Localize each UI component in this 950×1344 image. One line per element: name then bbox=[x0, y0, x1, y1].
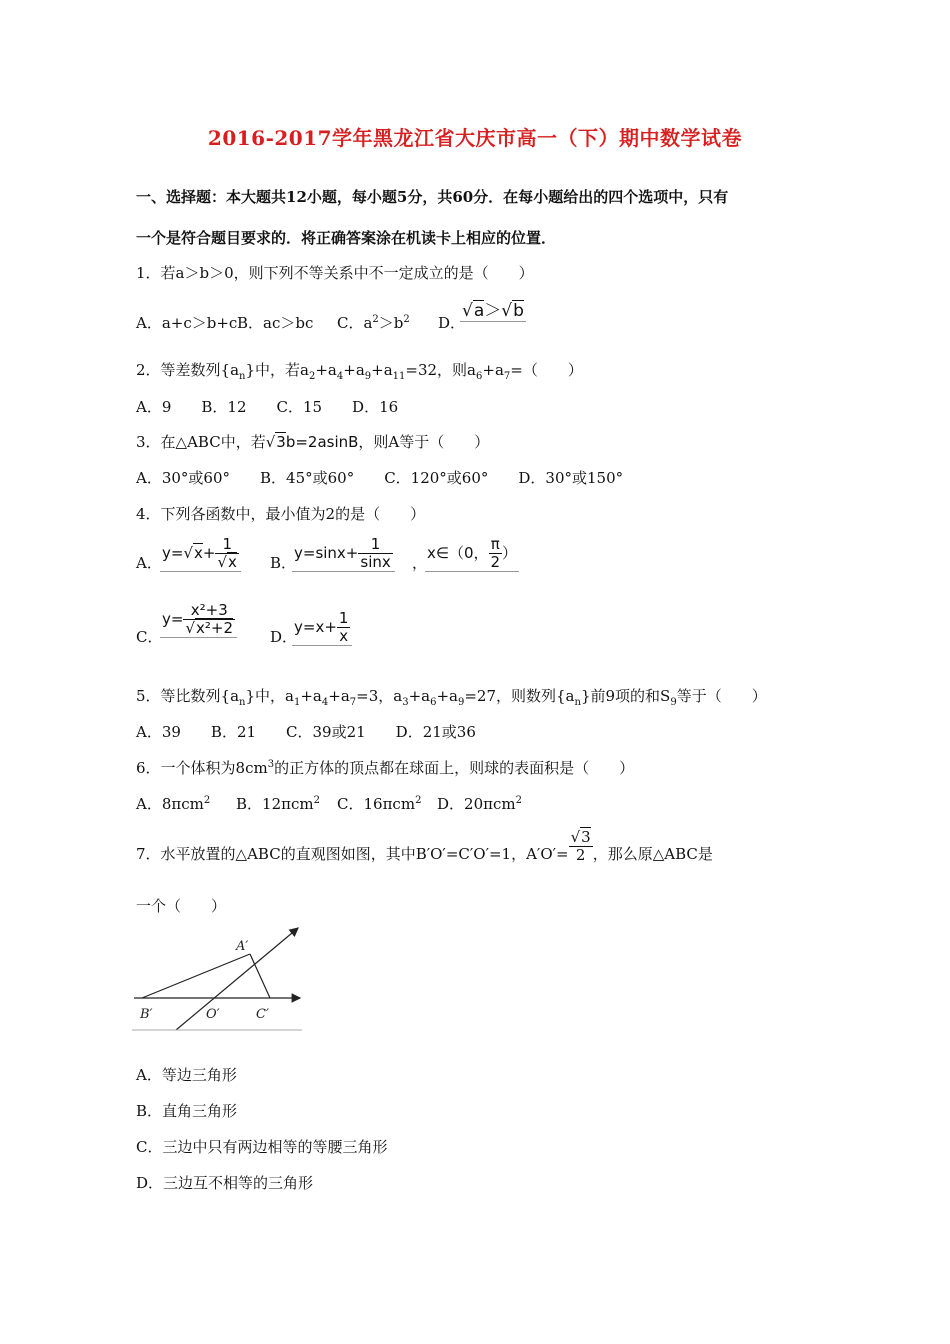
q7-figure-label-b: B′ bbox=[140, 1007, 153, 1022]
page-title: 2016-2017学年黑龙江省大庆市高一（下）期中数学试卷 bbox=[207, 126, 743, 150]
q2-stem: 2．等差数列$\{a_n\}$中，若$a_2+a_4+a_9+a_{11}=32$，则$a_6+a_7=$（ ） bbox=[136, 361, 583, 382]
q3-options: A．30°或60° B．45°或60° C．120°或60° D．30°或150° bbox=[136, 469, 624, 487]
q7-option-b: B．直角三角形 bbox=[136, 1102, 238, 1120]
q4-option-b-label: B． bbox=[270, 554, 297, 572]
q6-stem: 6．一个体积为$8cm^3$的正方体的顶点都在球面上，则球的表面积是（ ） bbox=[136, 759, 635, 777]
q5-stem: 5．等比数列$\{a_n\}$中，$a_1+a_4+a_7=3$，$a_3+a_6+a_9=27$，则数列$\{a_n\}$前9项的和$S_9$等于（ ） bbox=[136, 687, 767, 708]
q3-formula-radicand: 3 bbox=[276, 433, 286, 451]
q4-option-a-formula: y=√x+ $\frac{1}{√x}$ bbox=[160, 536, 241, 572]
q6-option-d: D．20πcm$^2$ bbox=[437, 795, 522, 813]
q7-figure-label-c: C′ bbox=[256, 1007, 269, 1022]
q4-option-b-domain: x∈（0， $\frac{\pi}{2}$ ） bbox=[427, 535, 518, 571]
q1-option-d-label: D． bbox=[438, 314, 466, 332]
q4-stem: 4．下列各函数中，最小值为2的是（ ） bbox=[136, 505, 426, 523]
q1-option-c: C．$a^2>b^2$ bbox=[337, 314, 410, 332]
q4-option-a-label: A． bbox=[136, 554, 162, 572]
q7-figure bbox=[132, 922, 310, 1034]
q7-stem-line2: 一个（ ） bbox=[136, 897, 227, 915]
q7-figure-label-o: O′ bbox=[206, 1007, 220, 1022]
q7-option-d: D．三边互不相等的三角形 bbox=[136, 1174, 314, 1192]
q1-stem: 1．若a＞b＞0，则下列不等关系中不一定成立的是（ ） bbox=[136, 264, 534, 282]
q7-figure-side-ba bbox=[142, 954, 250, 998]
section-instructions-line1: 一、选择题：本大题共12小题，每小题5分，共60分．在每小题给出的四个选项中，只有 bbox=[136, 188, 729, 206]
q1-option-d-formula: √a＞√b bbox=[460, 296, 526, 322]
q4-option-c-formula: y= $\frac{\text{x²+3}}{\text{√x²+2}}$ bbox=[160, 602, 237, 638]
q7-option-a: A．等边三角形 bbox=[136, 1066, 237, 1084]
q7-figure-label-a: A′ bbox=[236, 939, 249, 954]
q1-option-b: B．ac＞bc bbox=[237, 314, 314, 332]
q1-option-a: A．a+c＞b+c bbox=[136, 314, 238, 332]
q6-option-c: C．16πcm$^2$ bbox=[337, 795, 422, 813]
q4-option-c-label: C． bbox=[136, 628, 163, 646]
q4-option-b-comma: ， bbox=[412, 554, 428, 572]
q4-option-d-formula: y=x+ $\frac{1}{x}$ bbox=[292, 610, 352, 646]
q2-options: A．9 B．12 C．15 D．16 bbox=[136, 398, 399, 416]
q4-option-b-formula: y=sinx+ $\frac{1}{\sin x}$ bbox=[292, 536, 395, 572]
q7-stem: 7．水平放置的△ABC的直观图如图，其中B′O′=C′O′=1，A′O′= $\frac{√3}{2}$ ，那么原△ABC是 bbox=[136, 827, 713, 864]
q6-option-b: B．12πcm$^2$ bbox=[236, 795, 320, 813]
section-instructions-line2: 一个是符合题目要求的．将正确答案涂在机读卡上相应的位置． bbox=[136, 229, 557, 247]
q7-option-c: C．三边中只有两边相等的等腰三角形 bbox=[136, 1138, 388, 1156]
q5-options: A．39 B．21 C．39或21 D．21或36 bbox=[136, 723, 476, 741]
q6-option-a: A．8πcm$^2$ bbox=[136, 795, 211, 813]
q4-option-d-label: D． bbox=[270, 628, 298, 646]
q7-figure-side-ac bbox=[250, 954, 270, 998]
q3-stem: 3．在△ABC中，若√3b=2asinB，则A等于（ ） bbox=[136, 433, 490, 451]
